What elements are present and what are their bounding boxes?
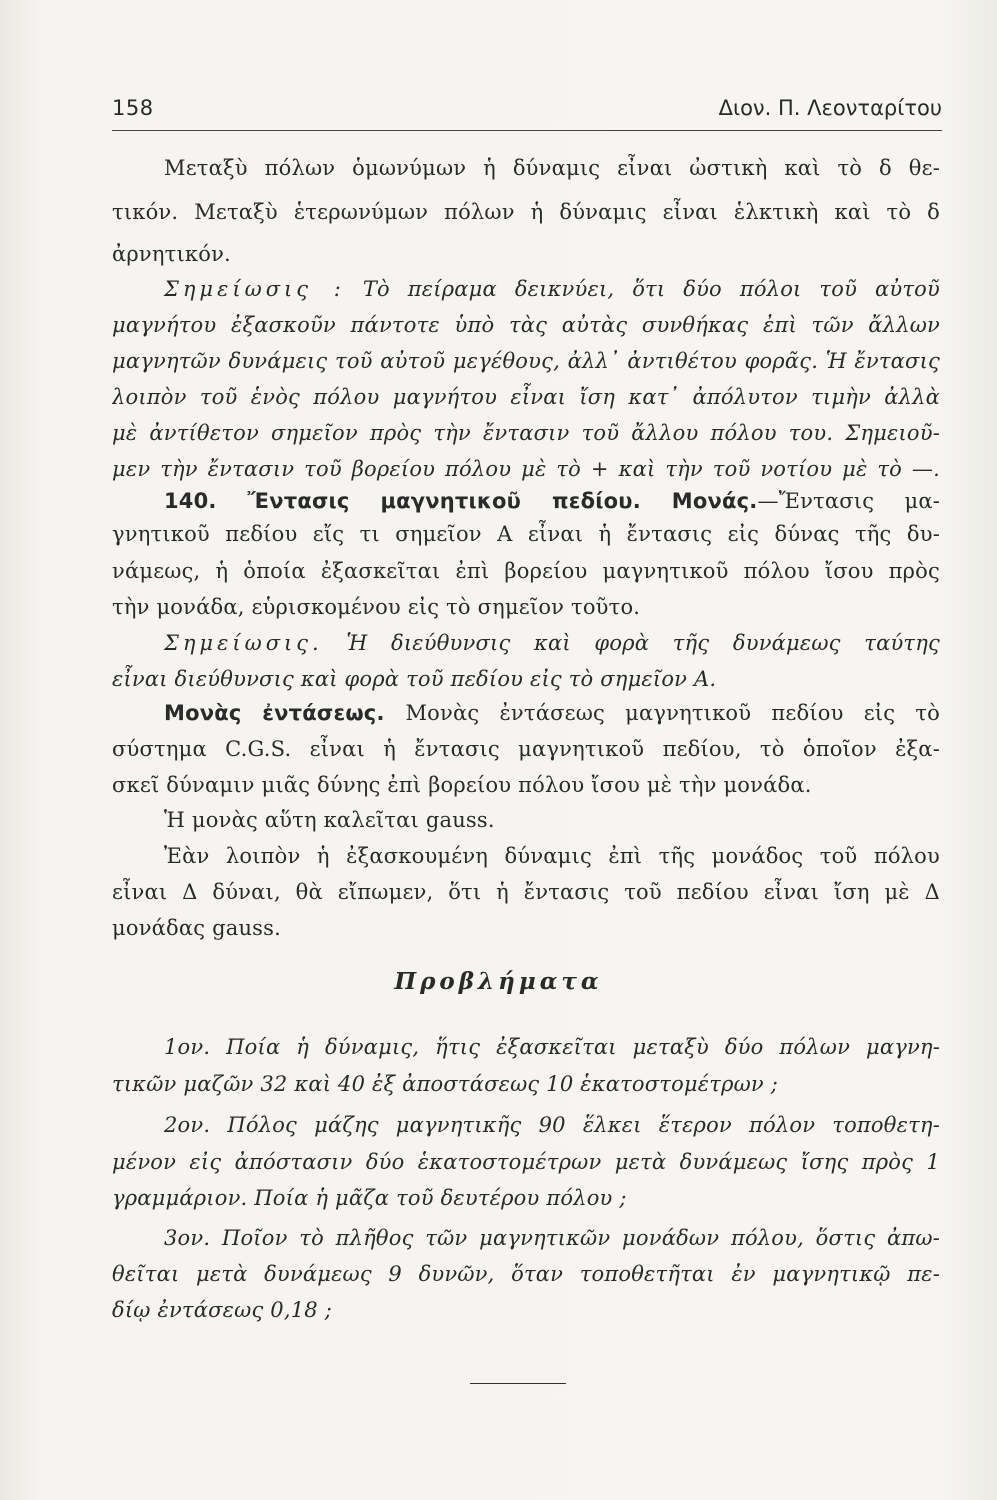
text-line: ἀρνητικόν. xyxy=(112,242,231,266)
note-label: Σημείωσις. xyxy=(164,631,323,655)
text-line: τὴν μονάδα, εὑρισκομένου εἰς τὸ σημεῖον τοῦτο. xyxy=(112,595,641,619)
problem-line: δίῳ ἐντάσεως 0,18 ; xyxy=(112,1298,332,1322)
problems-title: Προβλήματα xyxy=(394,968,603,995)
note-line: εἶναι διεύθυνσις καὶ φορὰ τοῦ πεδίου εἰς τὸ σημεῖον Α. xyxy=(112,667,717,691)
problem-line: τικῶν μαζῶν 32 καὶ 40 ἐξ ἀποστάσεως 10 ἑκατοστομέτρων ; xyxy=(112,1072,779,1096)
problem-line: 2ον. Πόλος μάζης μαγνητικῆς 90 ἕλκει ἕτερον πόλον τοποθετη- xyxy=(164,1113,940,1137)
problem-line: μένον εἰς ἀπόστασιν δύο ἑκατοστομέτρων μετὰ δυνάμεως ἴσης πρὸς 1 xyxy=(112,1150,940,1174)
problem-line: 1ον. Ποία ἡ δύναμις, ἥτις ἐξασκεῖται μεταξὺ δύο πόλων μαγνη- xyxy=(164,1035,940,1059)
text-line: Ἡ μονὰς αὕτη καλεῖται gauss. xyxy=(164,808,495,832)
text-line: σκεῖ δύναμιν μιᾶς δύνης ἐπὶ βορείου πόλου ἴσου μὲ τὴν μονάδα. xyxy=(112,773,812,797)
text-line: νάμεως, ἡ ὁποία ἐξασκεῖται ἐπὶ βορείου μαγνητικοῦ πόλου ἴσου πρὸς xyxy=(112,559,940,583)
running-head: Διον. Π. Λεονταρίτου xyxy=(718,96,942,120)
section-heading: 140. Ἔντασις μαγνητικοῦ πεδίου. Μονάς. xyxy=(164,489,758,513)
unit-line: Μονὰς ἐντάσεως. Μονὰς ἐντάσεως μαγνητικοῦ πεδίου εἰς τὸ xyxy=(164,701,940,725)
end-rule-divider xyxy=(470,1383,566,1384)
text-line: σύστημα C.G.S. εἶναι ἡ ἔντασις μαγνητικοῦ πεδίου, τὸ ὁποῖον ἐξα- xyxy=(112,737,940,761)
note-line: μαγνητῶν δυνάμεις τοῦ αὐτοῦ μεγέθους, ἀλλ᾽ ἀντιθέτου φορᾶς. Ἡ ἔντασις xyxy=(112,349,940,373)
unit-heading: Μονὰς ἐντάσεως. xyxy=(164,701,406,725)
problem-line: 3ον. Ποῖον τὸ πλῆθος τῶν μαγνητικῶν μονάδων πόλου, ὅστις ἀπω- xyxy=(164,1226,940,1250)
note-line: Σημείωσις : Τὸ πείραμα δεικνύει, ὅτι δύο πόλοι τοῦ αὐτοῦ xyxy=(164,277,940,301)
problem-line: γραμμάριον. Ποία ἡ μᾶζα τοῦ δευτέρου πόλου ; xyxy=(112,1186,627,1210)
note-line: μεν τὴν ἔντασιν τοῦ βορείου πόλου μὲ τὸ + καὶ τὴν τοῦ νοτίου μὲ τὸ —. xyxy=(112,457,940,481)
note-line: λοιπὸν τοῦ ἑνὸς πόλου μαγνήτου εἶναι ἴση κατ᾽ ἀπόλυτον τιμὴν ἀλλὰ xyxy=(112,385,940,409)
note-line: μαγνήτου ἐξασκοῦν πάντοτε ὑπὸ τὰς αὐτὰς συνθήκας ἐπὶ τῶν ἄλλων xyxy=(112,313,940,337)
text-line: γνητικοῦ πεδίου εἴς τι σημεῖον Α εἶναι ἡ ἔντασις εἰς δύνας τῆς δυ- xyxy=(112,522,940,546)
text-line: Ἐὰν λοιπὸν ἡ ἐξασκουμένη δύναμις ἐπὶ τῆς μονάδος τοῦ πόλου xyxy=(164,844,940,868)
problem-line: θεῖται μετὰ δυνάμεως 9 δυνῶν, ὅταν τοποθετῆται ἐν μαγνητικῷ πε- xyxy=(112,1262,940,1286)
page-header xyxy=(112,96,942,131)
page-number: 158 xyxy=(112,96,154,120)
note-line: Σημείωσις. Ἡ διεύθυνσις καὶ φορὰ τῆς δυνάμεως ταύτης xyxy=(164,631,940,655)
text-line: μονάδας gauss. xyxy=(112,916,282,940)
text-line: Μεταξὺ πόλων ὁμωνύμων ἡ δύναμις εἶναι ὠστικὴ καὶ τὸ δ θε- xyxy=(164,156,940,180)
note-line: μὲ ἀντίθετον σημεῖον πρὸς τὴν ἔντασιν τοῦ ἄλλου πόλου του. Σημειοῦ- xyxy=(112,421,940,445)
text-line: εἶναι Δ δύναι, θὰ εἴπωμεν, ὅτι ἡ ἔντασις τοῦ πεδίου εἶναι ἴση μὲ Δ xyxy=(112,880,940,904)
note-label: Σημείωσις : xyxy=(164,277,345,301)
text-line: τικόν. Μεταξὺ ἑτερωνύμων πόλων ἡ δύναμις εἶναι ἑλκτικὴ καὶ τὸ δ xyxy=(112,200,940,224)
section-140-line: 140. Ἔντασις μαγνητικοῦ πεδίου. Μονάς.—Ἔντασις μα- xyxy=(164,489,940,513)
